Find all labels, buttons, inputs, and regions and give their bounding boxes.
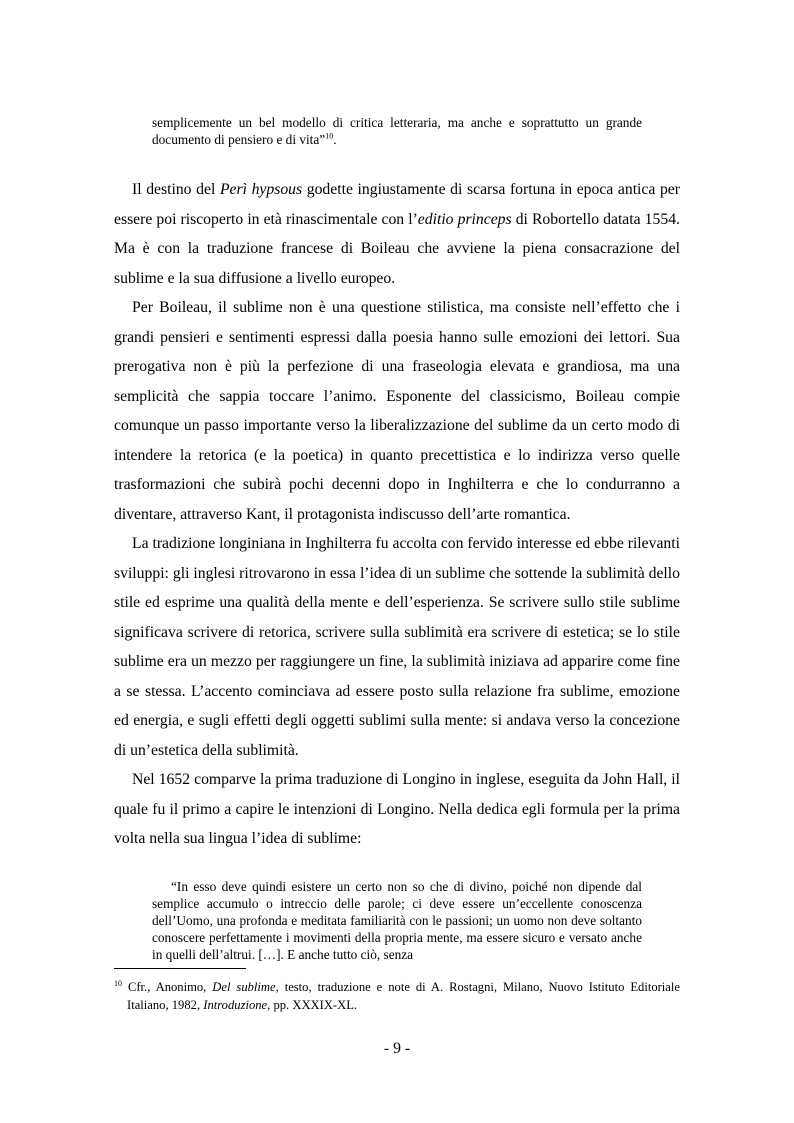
body-text [114, 175, 680, 854]
footnote-reference[interactable]: 10 [325, 131, 334, 141]
paragraph-1-part-a: Il destino del [132, 181, 220, 198]
paragraph-1 [114, 175, 680, 293]
paragraph-3: La tradizione longiniana in Inghilterra fu accolta con fervido interesse ed ebbe rilevanti sviluppi: gli inglesi ritrovarono in essa l’idea di un sublime che sottende la sublimità dello stile ed esprime una qualità della mente e dell’esperienza. Se scrivere sullo stile sublime significava scrivere di retorica, scrivere sulla sublimità era scrivere di estetica; se lo stile sublime era un mezzo per raggiungere un fine, la sublimità iniziava ad apparire come fine a se stessa. L’accento cominciava ad essere posto sulla relazione fra sublime, emozione ed energia, e sugli effetti degli oggetti sublimi sulla mente: si andava verso la concezione di un’estetica della sublimità. [114, 535, 680, 759]
block-quote-top [152, 114, 642, 148]
footnote-part-a: Cfr., Anonimo, [122, 980, 213, 994]
footnote-separator [114, 968, 246, 969]
block-quote-bottom [152, 878, 642, 963]
footnote-section: Introduzione [203, 997, 268, 1012]
page-number: - 9 - [383, 1040, 411, 1057]
footnote-number: 10 [114, 978, 122, 988]
footnote-part-b: , testo, traduzione e note di A. Rostagni, Milano, Nuovo Istituto Editoriale Italiano, 1982, [127, 980, 680, 1012]
quote-text [152, 114, 642, 148]
work-title: Perì hypsous [219, 181, 303, 198]
quote-text: “In esso deve quindi esistere un certo non so che di divino, poiché non dipende dal semplice accumulo o intreccio delle parole; ci deve essere un’eccellente conoscenza dell’Uomo, una profonda e meditata familiarità con le passioni; un uomo non deve soltanto conoscere perfettamente i movimenti della propria mente, ma essere sicuro e versato anche in quelli dell’altrui. […]. E anche tutto ciò, senza [152, 879, 642, 962]
paragraph-4: Nel 1652 comparve la prima traduzione di Longino in inglese, eseguita da John Hall, il quale fu il primo a capire le intenzioni di Longino. Nella dedica egli formula per la prima volta nella sua lingua l’idea di sublime: [114, 771, 680, 847]
footnote [114, 979, 680, 1014]
quote-end: . [333, 132, 337, 147]
footnote-work-title: Del sublime [212, 980, 276, 994]
paragraph-2: Per Boileau, il sublime non è una questione stilistica, ma consiste nell’effetto che i grandi pensieri e sentimenti espressi dalla poesia hanno sulle emozioni dei lettori. Sua prerogativa non è più la perfezione di una fraseologia elevata e grandiosa, ma una semplicità che sappia toccare l’animo. Esponente del classicismo, Boileau compie comunque un passo importante verso la liberalizzazione del sublime da un certo modo di intendere la retorica (e la poetica) in quanto precettistica e lo indirizza verso quelle trasformazioni che subirà pochi decenni dopo in Inghilterra e che lo condurranno a diventare, attraverso Kant, il protagonista indiscusso dell’arte romantica. [114, 299, 680, 523]
paragraph-1-part-c: di Robortello datata 1554. Ma è con la traduzione francese di Boileau che avviene la piena consacrazione del sublime e la sua diffusione a livello europeo. [114, 210, 680, 287]
footnote-part-c: , pp. XXXIX-XL. [267, 997, 358, 1012]
paragraph-1-part-b: godette ingiustamente di scarsa fortuna in epoca antica per essere poi riscoperto in età rinascimentale con l’ [114, 181, 680, 228]
quote-body: semplicemente un bel modello di critica letteraria, ma anche e soprattutto un grande documento di pensiero e di vita” [152, 115, 642, 147]
editio-princeps-term: editio princeps [417, 210, 512, 228]
